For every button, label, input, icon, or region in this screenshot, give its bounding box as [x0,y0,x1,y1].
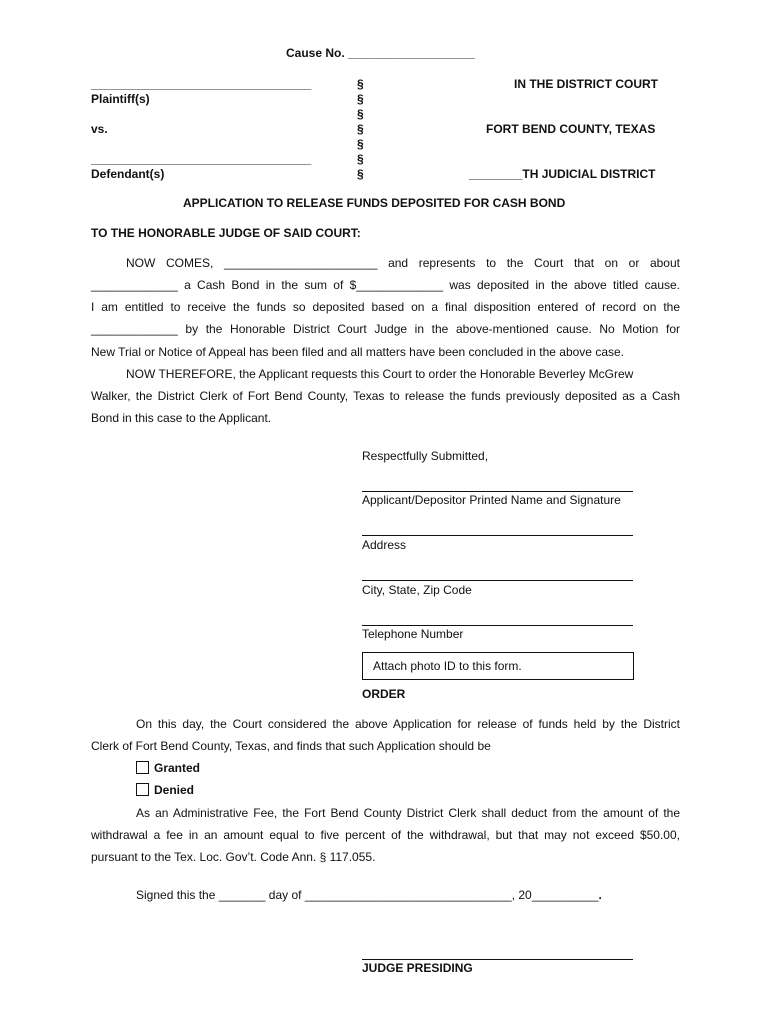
judge-signature-line[interactable] [362,959,633,960]
county-label: FORT BEND COUNTY, TEXAS [486,122,656,136]
court-label: IN THE DISTRICT COURT [514,77,658,91]
fee-line-3: pursuant to the Tex. Loc. Gov’t. Code Ann. § 117.055. [91,850,376,864]
judge-presiding-label: JUDGE PRESIDING [362,961,473,975]
denied-option[interactable] [136,783,194,797]
body-line-3: I am entitled to receive the funds so deposited based on a final disposition entered of record on the [91,300,680,314]
order-line-1: On this day, the Court considered the above Application for release of funds held by the District [136,717,680,731]
district-label: ________TH JUDICIAL DISTRICT [469,167,656,181]
salutation: TO THE HONORABLE JUDGE OF SAID COURT: [91,226,361,240]
body-line-4: _____________ by the Honorable District Court Judge in the above-mentioned cause. No Motion for [91,322,680,336]
defendant-blank[interactable]: _________________________________ [91,152,312,166]
section-mark: § [357,92,364,106]
section-mark: § [357,122,364,136]
phone-label: Telephone Number [362,627,464,641]
photo-id-note: Attach photo ID to this form. [373,659,522,673]
address-label: Address [362,538,407,552]
body-line-8: Bond in this case to the Applicant. [91,411,272,425]
section-mark: § [357,77,364,91]
phone-line[interactable] [362,625,633,626]
signature-line[interactable] [362,491,633,492]
granted-checkbox[interactable] [136,761,149,774]
fee-line-2: withdrawal a fee in an amount equal to five percent of the withdrawal, but that may not exceed $50.00, [91,828,680,842]
body-line-7: Walker, the District Clerk of Fort Bend County, Texas to release the funds previously deposited as a Cash [91,389,680,403]
signed-period: . [598,888,602,902]
address-line[interactable] [362,535,633,536]
defendant-label: Defendant(s) [91,167,165,181]
body-line-2: _____________ a Cash Bond in the sum of $_____________ was deposited in the above titled cause. [91,278,680,292]
signed-line [136,888,602,902]
cause-number: Cause No. ___________________ [286,46,475,60]
fee-line-1: As an Administrative Fee, the Fort Bend County District Clerk shall deduct from the amount of the [136,806,680,820]
body-line-6 [126,367,633,381]
section-mark: § [357,152,364,166]
respectfully-submitted: Respectfully Submitted, [362,449,489,463]
denied-checkbox[interactable] [136,783,149,796]
granted-option[interactable] [136,761,200,775]
body-line-1: NOW COMES, _______________________ and represents to the Court that on or about [126,256,680,270]
signed-text-b: ____ day of [238,888,305,902]
document-title: APPLICATION TO RELEASE FUNDS DEPOSITED FOR CASH BOND [183,196,566,210]
city-line[interactable] [362,580,633,581]
now-therefore: NOW THEREFORE [126,367,233,381]
signed-text-a: Signed this the ___ [136,888,239,902]
plaintiff-label: Plaintiff(s) [91,92,150,106]
section-mark: § [357,167,364,181]
section-mark: § [357,107,364,121]
signed-text-c: _______________________________, 20__________ [304,888,599,902]
body-line-6-rest: , the Applicant requests this Court to order the Honorable Beverley McGrew [232,367,634,381]
order-heading: ORDER [362,687,406,701]
granted-label: Granted [154,761,201,775]
denied-label: Denied [154,783,195,797]
city-label: City, State, Zip Code [362,583,472,597]
vs-label: vs. [91,122,108,136]
order-line-2: Clerk of Fort Bend County, Texas, and finds that such Application should be [91,739,491,753]
section-mark: § [357,137,364,151]
plaintiff-blank[interactable]: _________________________________ [91,77,312,91]
body-line-5: New Trial or Notice of Appeal has been filed and all matters have been concluded in the above case. [91,345,624,359]
name-signature-label: Applicant/Depositor Printed Name and Signature [362,493,621,507]
photo-id-box [362,652,634,680]
